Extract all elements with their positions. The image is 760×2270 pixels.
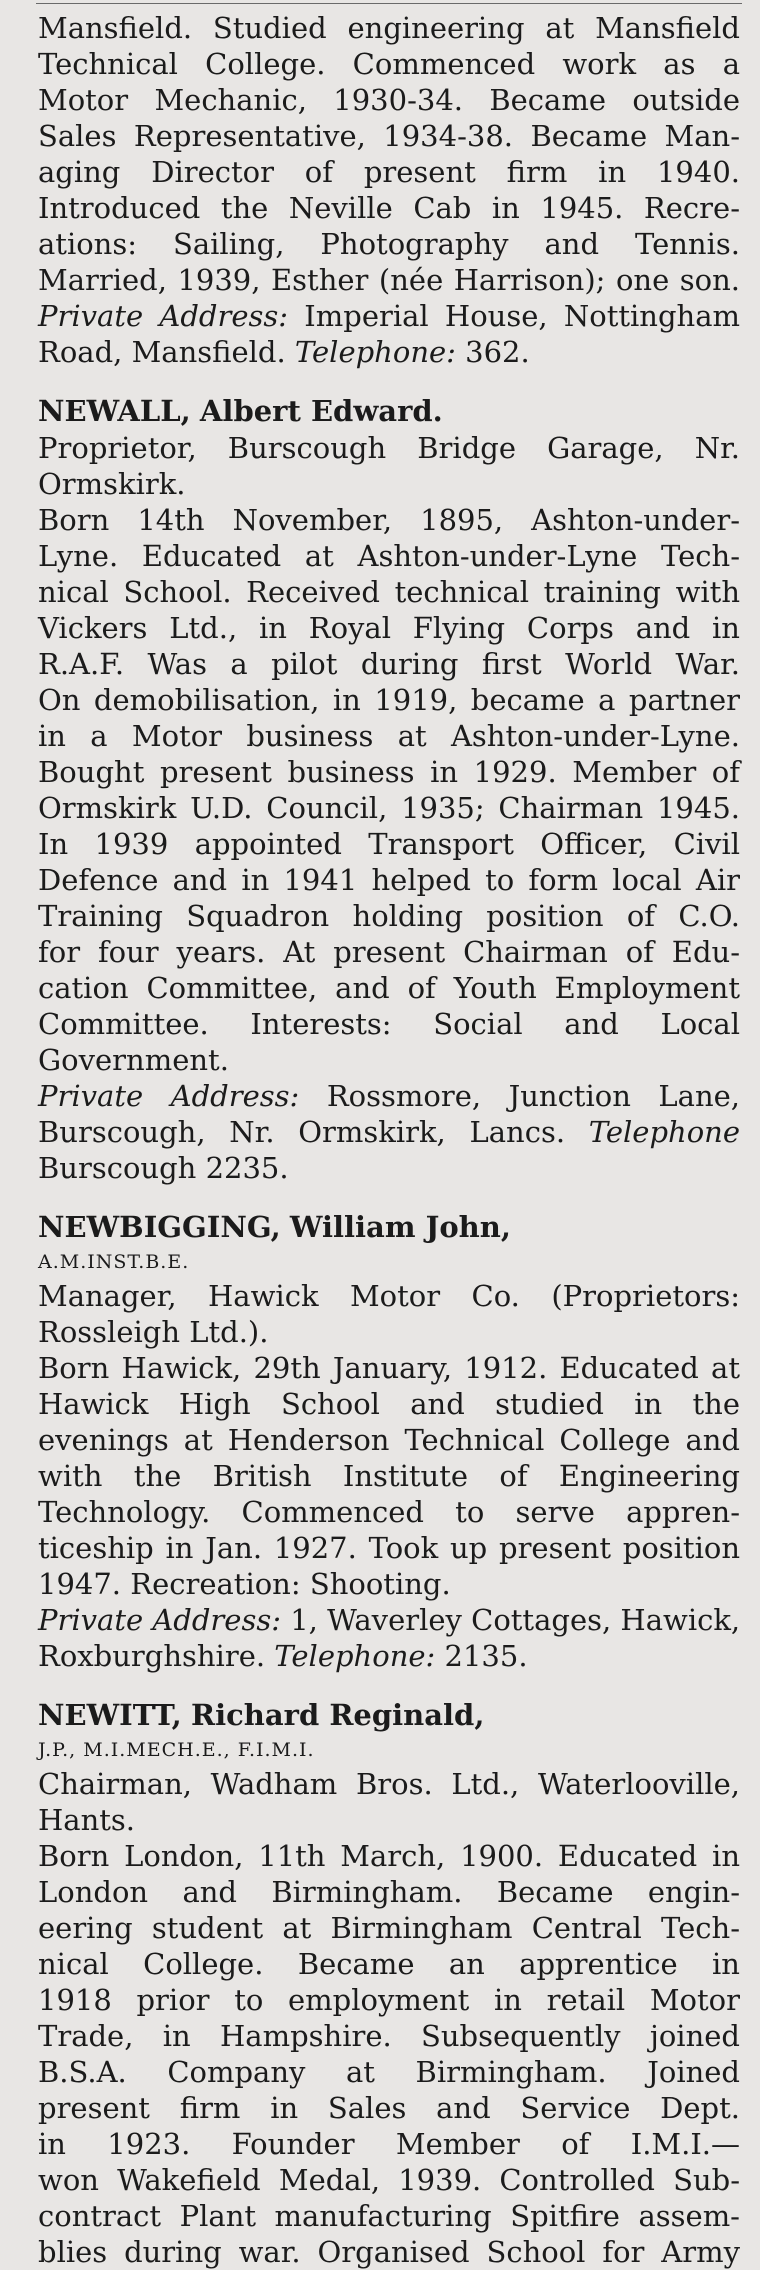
body-line: Chairman, Wadham Bros. Ltd., Waterlooville, (38, 1767, 740, 1801)
body-line: nical College. Became an apprentice in (38, 1947, 740, 1981)
body-line: Married, 1939, Esther (née Harrison); one son. (38, 263, 740, 297)
address-line (38, 334, 740, 370)
body-line: Vickers Ltd., in Royal Flying Corps and in (38, 611, 740, 645)
entry-qualifications: J.P., M.I.MECH.E., F.I.M.I. (38, 1739, 315, 1761)
body-line: in 1923. Founder Member of I.M.I.— (38, 2127, 740, 2161)
private-address-label: Private Address: (38, 1603, 281, 1637)
body-line: Bought present business in 1929. Member of (38, 755, 740, 789)
entry-newbigging (38, 1208, 740, 1674)
body-line: evenings at Henderson Technical College and (38, 1423, 740, 1457)
address-text: Rossmore, Junction Lane, (326, 1079, 740, 1113)
body-line: Born London, 11th March, 1900. Educated in (38, 1839, 740, 1873)
body-line: Sales Representative, 1934-38. Became Man- (38, 119, 740, 153)
body-line: contract Plant manufacturing Spitfire assem- (38, 2199, 740, 2233)
body-line: eering student at Birmingham Central Tech- (38, 1911, 740, 1945)
body-line: cation Committee, and of Youth Employment (38, 971, 740, 1005)
body-line: Ormskirk U.D. Council, 1935; Chairman 1945. (38, 791, 740, 825)
body-line: Government. (38, 1043, 229, 1077)
entry-given-names: William John, (289, 1210, 511, 1244)
address-text: Burscough, Nr. Ormskirk, Lancs. (38, 1115, 566, 1149)
body-line: In 1939 appointed Transport Officer, Civil (38, 827, 740, 861)
top-rule (36, 3, 742, 4)
body-line: blies during war. Organised School for Army (38, 2235, 740, 2269)
entry-surname: NEWALL, (38, 394, 191, 428)
body-line: R.A.F. Was a pilot during first World War. (38, 647, 740, 681)
body-line: B.S.A. Company at Birmingham. Joined (38, 2055, 740, 2089)
entry-qualifications: A.M.INST.B.E. (38, 1251, 190, 1273)
body-line: Rossleigh Ltd.). (38, 1315, 269, 1349)
body-line: Committee. Interests: Social and Local (38, 1007, 740, 1041)
body-line: Lyne. Educated at Ashton-under-Lyne Tech- (38, 539, 740, 573)
address-line (38, 1114, 740, 1150)
body-line: Defence and in 1941 helped to form local Air (38, 863, 740, 897)
address-line (38, 1638, 740, 1674)
body-line: nical School. Received technical training with (38, 575, 740, 609)
body-line: Born Hawick, 29th January, 1912. Educated at (38, 1351, 740, 1385)
telephone-label: Telephone: (294, 335, 456, 369)
entry-heading (38, 392, 740, 430)
entry-given-names: Albert Edward. (199, 394, 443, 428)
entry-surname: NEWBIGGING, (38, 1210, 281, 1244)
body-line: ticeship in Jan. 1927. Took up present position (38, 1531, 740, 1565)
entry-heading (38, 1208, 740, 1246)
address-line (38, 298, 740, 334)
body-line: Ormskirk. (38, 467, 186, 501)
address-text: Imperial House, Nottingham (304, 299, 740, 333)
body-line: aging Director of present firm in 1940. (38, 155, 740, 189)
body-line: for four years. At present Chairman of Edu- (38, 935, 740, 969)
body-line: Technical College. Commenced work as a (38, 47, 740, 81)
telephone-label: Telephone (588, 1115, 741, 1149)
body-line: Mansfield. Studied engineering at Mansfield (38, 11, 740, 45)
body-line: Manager, Hawick Motor Co. (Proprietors: (38, 1279, 740, 1313)
address-text: Roxburghshire. (38, 1639, 266, 1673)
body-line: present firm in Sales and Service Dept. (38, 2091, 740, 2125)
address-line (38, 1602, 740, 1638)
entry-given-names: Richard Reginald, (191, 1698, 485, 1732)
body-line: Introduced the Neville Cab in 1945. Recre- (38, 191, 740, 225)
entry-continuation (38, 0, 740, 370)
telephone-number: Burscough 2235. (38, 1151, 289, 1185)
body-line: Motor Mechanic, 1930-34. Became outside (38, 83, 740, 117)
address-text: 1, Waverley Cottages, Hawick, (290, 1603, 741, 1637)
telephone-number: 362. (465, 335, 530, 369)
body-line: in a Motor business at Ashton-under-Lyne. (38, 719, 740, 753)
body-line: Hawick High School and studied in the (38, 1387, 740, 1421)
body-line: On demobilisation, in 1919, became a partner (38, 683, 740, 717)
body-line: Proprietor, Burscough Bridge Garage, Nr. (38, 431, 740, 465)
private-address-label: Private Address: (38, 299, 289, 333)
body-line: 1947. Recreation: Shooting. (38, 1567, 451, 1601)
body-line: Trade, in Hampshire. Subsequently joined (38, 2019, 740, 2053)
body-line: Technology. Commenced to serve appren- (38, 1495, 740, 1529)
telephone-label: Telephone: (274, 1639, 436, 1673)
body-line: 1918 prior to employment in retail Motor (38, 1983, 740, 2017)
body-line: Training Squadron holding position of C.O. (38, 899, 740, 933)
body-line: London and Birmingham. Became engin- (38, 1875, 740, 1909)
entry-newitt (38, 1696, 740, 2270)
body-line: Born 14th November, 1895, Ashton-under- (38, 503, 740, 537)
body-line: Hants. (38, 1803, 136, 1837)
entry-newall (38, 392, 740, 1186)
body-line: with the British Institute of Engineering (38, 1459, 740, 1493)
address-text: Road, Mansfield. (38, 335, 286, 369)
address-line (38, 1078, 740, 1114)
private-address-label: Private Address: (38, 1079, 300, 1113)
entry-surname: NEWITT, (38, 1698, 182, 1732)
body-line: ations: Sailing, Photography and Tennis. (38, 227, 740, 261)
telephone-number: 2135. (444, 1639, 528, 1673)
body-line: won Wakefield Medal, 1939. Controlled Sub- (38, 2163, 740, 2197)
entry-heading (38, 1696, 740, 1734)
